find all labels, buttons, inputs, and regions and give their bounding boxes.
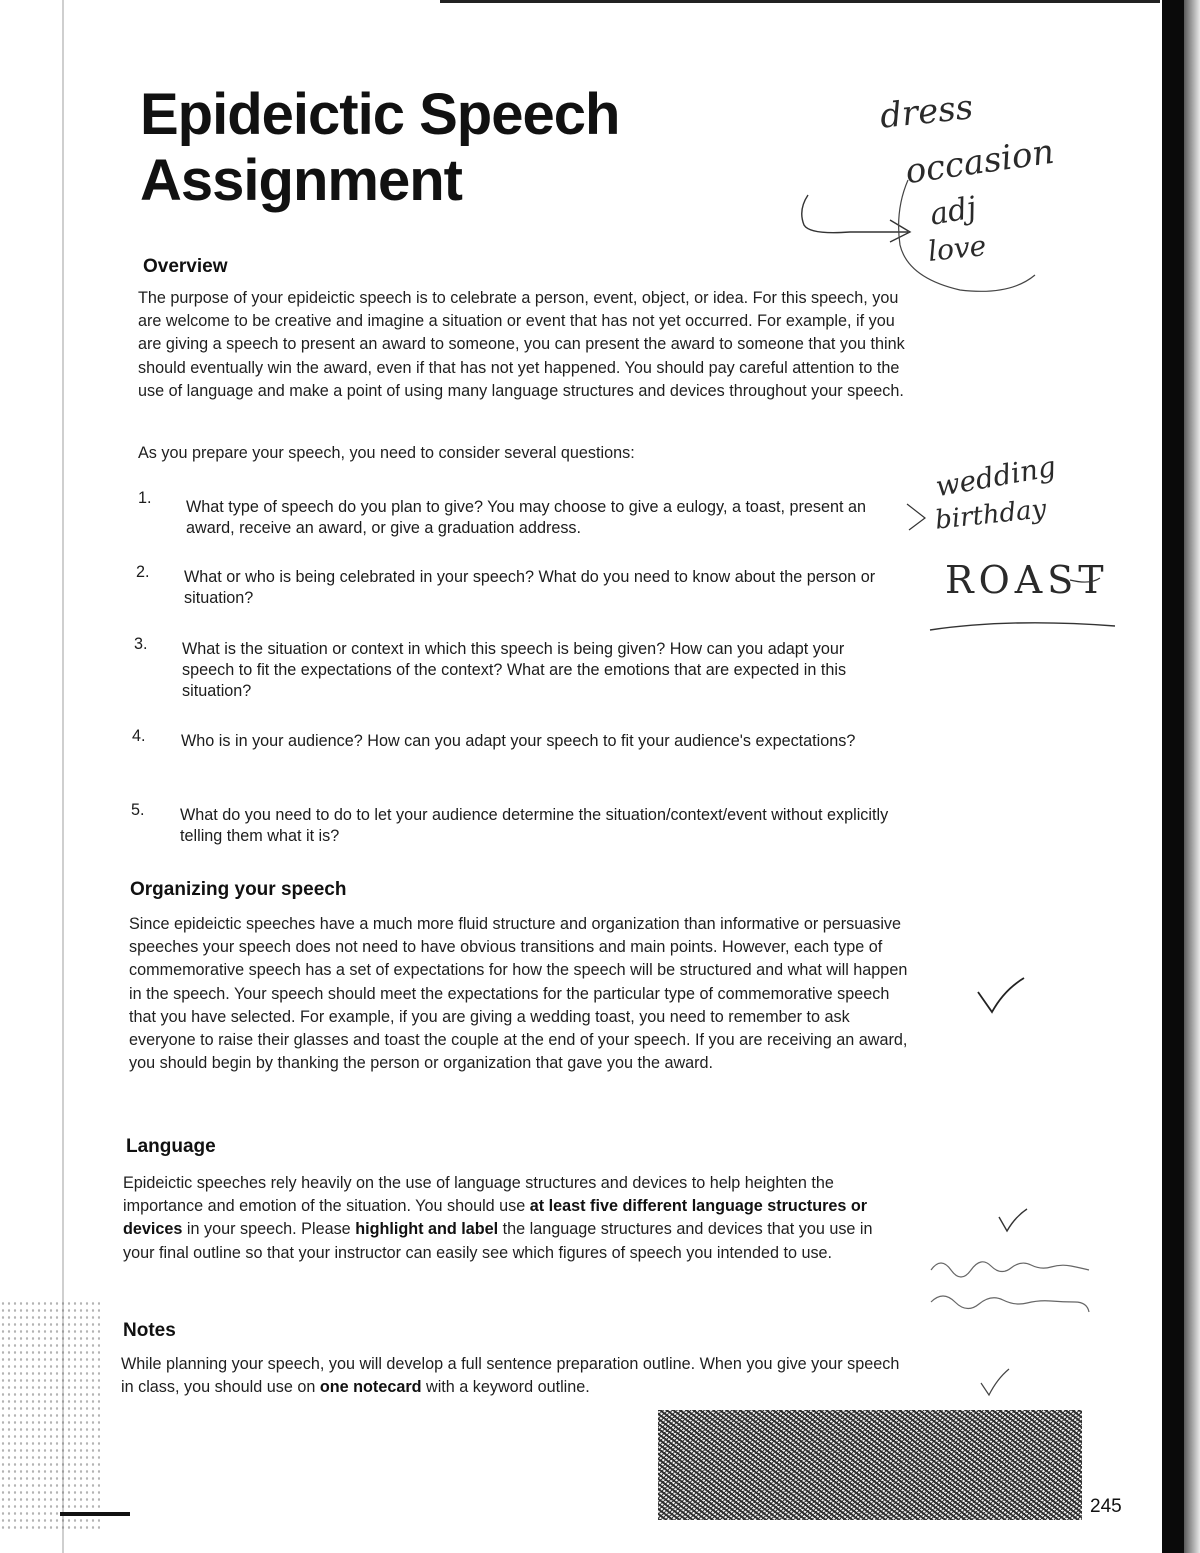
language-emphasis: at least five different language structures or devices <box>123 1197 868 1239</box>
handwritten-bracket <box>905 500 965 540</box>
question-text: What type of speech do you plan to give? You may choose to give a eulogy, a toast, present an award, receive an award, or give a graduation address. <box>186 498 867 537</box>
page-title <box>140 82 619 214</box>
checkmark-icon <box>970 970 1030 1020</box>
question-text: What do you need to do to let your audience determine the situation/context/event without explicitly telling them what it is? <box>180 806 889 845</box>
scan-right-edge <box>1162 0 1184 1553</box>
scan-right-shadow <box>1184 0 1200 1553</box>
handwritten-underline <box>920 560 1120 640</box>
question-text: Who is in your audience? How can you adapt your speech to fit your audience's expectations? <box>181 732 856 750</box>
handwritten-note: wedding <box>933 449 1059 504</box>
title-line-2: Assignment <box>140 148 462 213</box>
language-paragraph <box>123 1172 907 1265</box>
language-text: in your speech. Please <box>182 1220 356 1239</box>
notes-heading: Notes <box>123 1320 176 1341</box>
overview-heading: Overview <box>143 256 228 277</box>
scan-top-edge <box>440 0 1160 3</box>
question-text: What is the situation or context in which this speech is being given? How can you adapt your speech to fit the expectations of the context? What are the emotions that are expected in this situation? <box>182 640 847 700</box>
question-text: What or who is being celebrated in your speech? What do you need to know about the person or situation? <box>184 568 876 607</box>
question-number: 1. <box>138 489 152 507</box>
language-heading: Language <box>126 1136 216 1157</box>
scan-speckle <box>0 1300 100 1530</box>
scan-noise-block <box>658 1410 1082 1520</box>
checkmark-icon <box>995 1205 1035 1235</box>
notes-text: with a keyword outline. <box>421 1378 590 1397</box>
question-number: 2. <box>136 563 150 581</box>
question-number: 3. <box>134 635 148 653</box>
handwritten-note: birthday <box>933 494 1048 536</box>
handwritten-note: love <box>926 229 988 268</box>
scan-stroke <box>60 1512 130 1516</box>
handwritten-note: occasion <box>902 131 1057 193</box>
language-emphasis: highlight and label <box>355 1220 499 1239</box>
handwritten-note: adj <box>927 190 980 233</box>
organizing-heading: Organizing your speech <box>130 879 347 900</box>
organizing-paragraph: Since epideictic speeches have a much more fluid structure and organization than informative or persuasive speeches your speech does not need to have obvious transitions and main points. However, each type of commemorative speech has a set of expectations for how the speech will be structured and what will happen in the speech. Your speech should meet the expectations for the particular type of commemorative speech that you have selected. For example, if you are giving a wedding toast, you need to remember to ask everyone to raise their glasses and toast the couple at the end of your speech. If you are receiving an award, you should begin by thanking the person or organization that gave you the award. <box>129 915 908 1073</box>
page-number: 245 <box>1090 1496 1122 1517</box>
notes-paragraph <box>121 1353 911 1399</box>
notes-emphasis: one notecard <box>319 1378 422 1397</box>
question-number: 5. <box>131 801 145 819</box>
title-line-1: Epideictic Speech <box>140 82 620 147</box>
notes-text: While planning your speech, you will develop a full sentence preparation outline. When you give your speech in class, you should use on <box>121 1355 900 1397</box>
overview-paragraph: The purpose of your epideictic speech is to celebrate a person, event, object, or idea. For this speech, you are welcome to be creative and imagine a situation or event that has not yet occurred. For example, if you are giving a speech to present an award to someone, you can present the award to someone that you think should eventually win the award, even if that has not yet happened. You should pay careful attention to the use of language and make a point of using many language structures and devices throughout your speech. <box>138 289 905 400</box>
handwritten-bracket-arrow <box>790 150 1050 310</box>
overview-intro: As you prepare your speech, you need to consider several questions: <box>138 444 635 462</box>
language-text: the language structures and devices that you use in your final outline so that your instructor can easily see which figures of speech you intended to use. <box>123 1220 873 1262</box>
handwritten-note: dress <box>878 87 975 137</box>
checkmark-icon <box>975 1365 1015 1400</box>
handwritten-roast: ROAST <box>945 558 1109 602</box>
handwritten-scribble <box>925 1250 1115 1330</box>
language-text: Epideictic speeches rely heavily on the use of language structures and devices to help heighten the importance and emotion of the situation. You should use <box>123 1174 834 1216</box>
question-number: 4. <box>132 727 146 745</box>
